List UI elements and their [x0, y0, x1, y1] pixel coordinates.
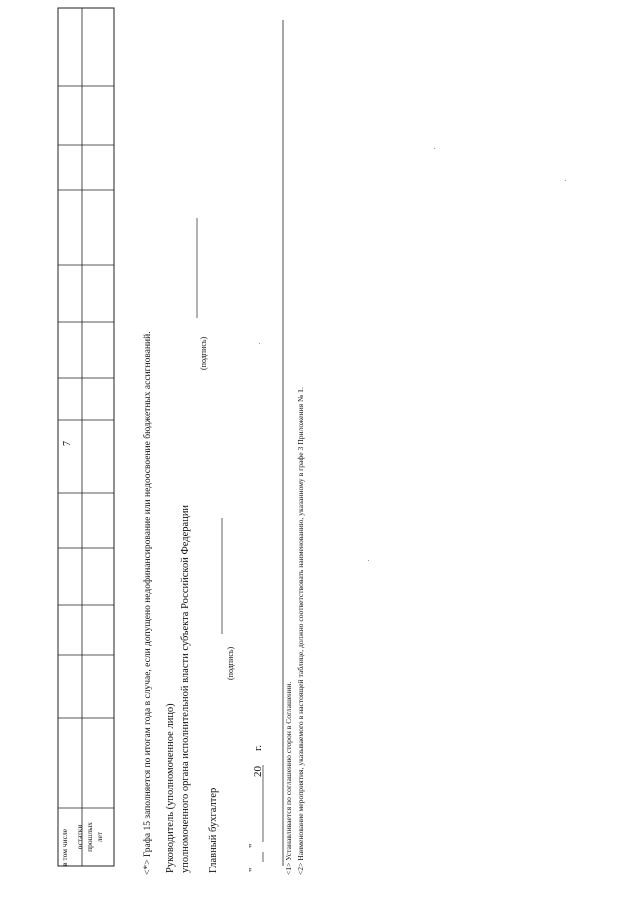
date-quote-close: ": [248, 843, 259, 848]
header-line-2: остатки: [75, 824, 84, 850]
scan-speck: [259, 343, 260, 344]
accountant-signature-caption: (подпись): [226, 646, 235, 680]
asterisk-note: <*> Графа 15 заполняется по итогам года в случае, если допущено недофинансирование или недоосвоение бюджетных ассигнований.: [143, 331, 153, 875]
header-line-4: лет: [95, 831, 104, 843]
scan-speck: [434, 148, 435, 149]
header-line-3: прошлых: [85, 822, 94, 852]
accountant-label: Главный бухгалтер: [208, 787, 219, 873]
date-year-suffix: г.: [252, 744, 264, 751]
scan-speck: [565, 180, 566, 181]
table-header-cell: [60, 808, 105, 866]
page-number: 7: [62, 441, 73, 446]
head-title-line1: Руководитель (уполномоченное лицо): [165, 703, 176, 873]
date-year-prefix: 20: [252, 766, 264, 777]
date-quote-open: ": [248, 867, 259, 872]
head-signature-caption: (подпись): [199, 336, 208, 370]
header-line-1: в том числе: [60, 828, 69, 866]
head-title-line2: уполномоченного органа исполнительной власти субъекта Российской Федерации: [180, 504, 191, 873]
scan-speck: [368, 560, 369, 561]
footnote-2: <2> Наименование мероприятия, указываемого в настоящей таблице, должно соответствовать наименованию, указанному в графе 3 Приложения № 1.: [296, 387, 305, 875]
footnote-1: <1> Устанавливается по соглашению сторон в Соглашении.: [284, 681, 293, 875]
